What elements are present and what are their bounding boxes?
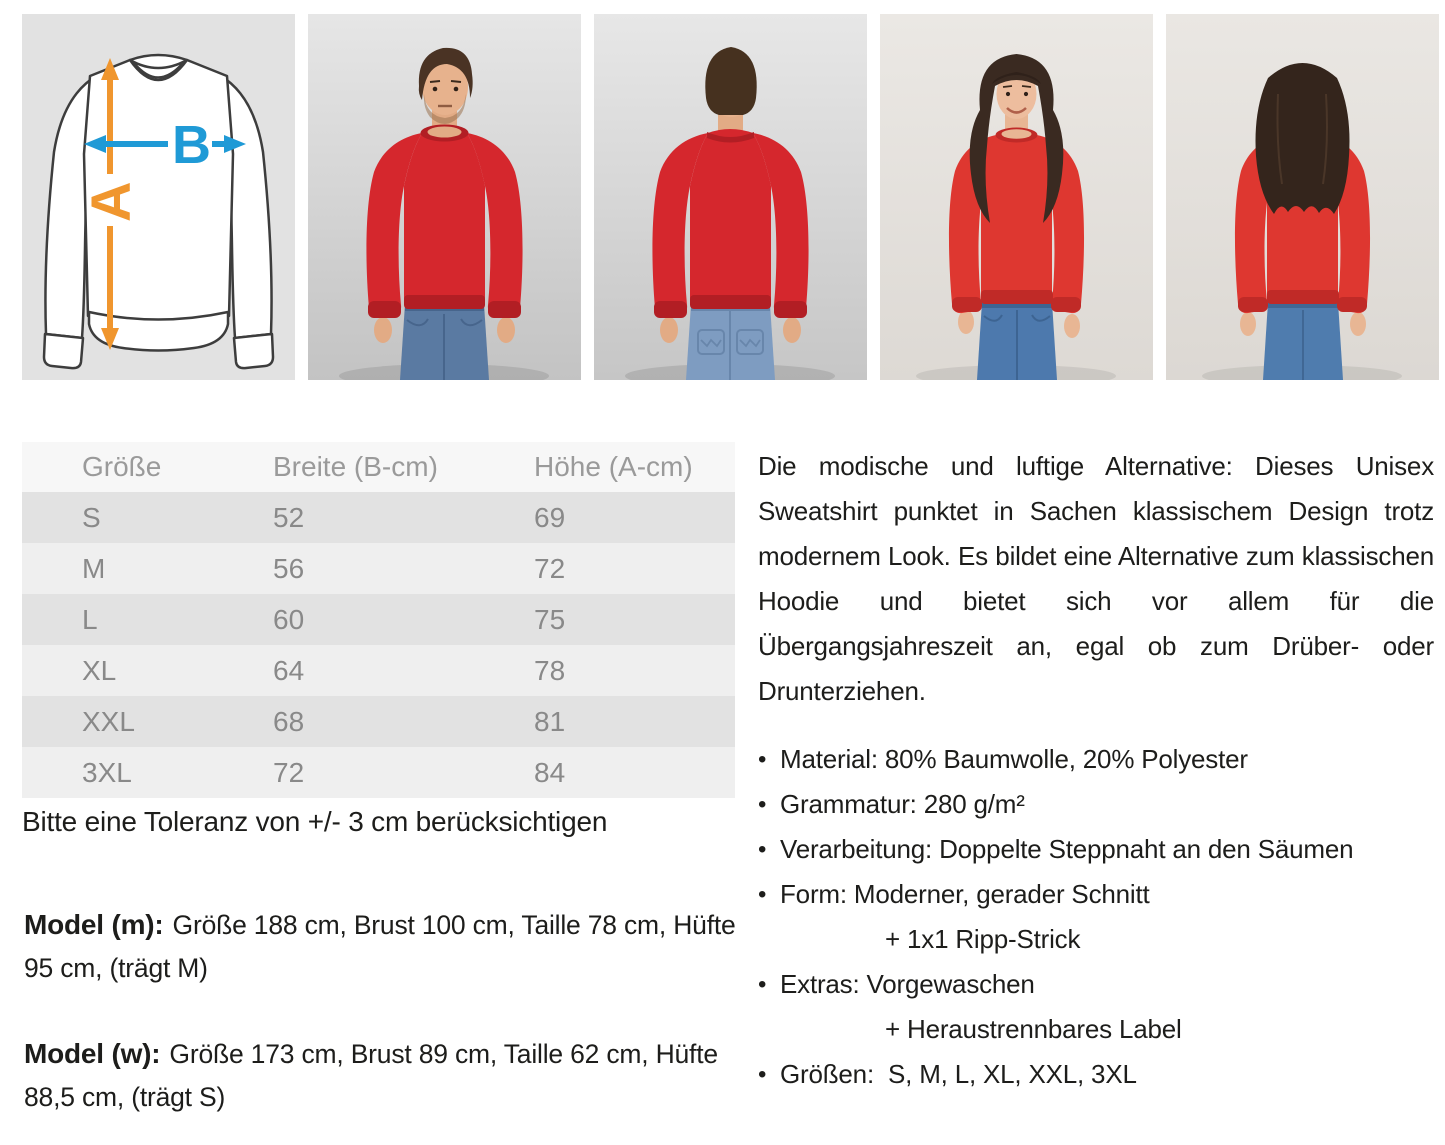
label-b: B — [172, 115, 211, 175]
size-diagram-illustration — [22, 14, 295, 380]
size-diagram-image[interactable] — [22, 14, 295, 380]
feature-list — [756, 737, 1440, 1097]
man-back-illustration — [594, 14, 867, 380]
man-front-illustration — [308, 14, 581, 380]
woman-front-illustration — [880, 14, 1153, 380]
sweatshirt — [652, 129, 808, 318]
jeans — [977, 302, 1057, 380]
sweatshirt — [366, 125, 522, 319]
jeans — [1263, 302, 1343, 380]
model-male-info — [24, 903, 736, 990]
table-row-l: L 60 75 — [22, 594, 735, 645]
hair-back — [1256, 63, 1350, 214]
table-row-xl: XL 64 78 — [22, 645, 735, 696]
tolerance-note: Bitte eine Toleranz von +/- 3 cm berücksichtigen — [22, 806, 608, 837]
model-female-info — [24, 1032, 736, 1119]
table-row-xxl: XXL 68 81 — [22, 696, 735, 747]
feature-verarbeitung: • Verarbeitung: Doppelte Steppnaht an den Säumen — [756, 827, 1440, 872]
photo-woman-front[interactable] — [880, 14, 1153, 380]
model-male-text: Größe 188 cm, Brust 100 cm, Taille 78 cm, Hüfte 95 cm, (trägt M) — [24, 910, 736, 983]
model-male-label: Model (m): — [24, 909, 164, 940]
feature-grammatur: • Grammatur: 280 g/m² — [756, 782, 1440, 827]
table-row-3xl: 3XL 72 84 — [22, 747, 735, 798]
photo-man-back[interactable] — [594, 14, 867, 380]
feature-extras-sub: + Heraustrennbares Label — [885, 1014, 1182, 1044]
jeans — [686, 304, 775, 380]
jeans — [400, 304, 489, 380]
label-a: A — [79, 181, 142, 222]
photo-woman-back[interactable] — [1166, 14, 1439, 380]
col-header-breite: Breite (B-cm) — [272, 442, 533, 492]
feature-extras: • Extras: Vorgewaschen + Heraustrennbares Label — [756, 962, 1440, 1052]
woman-back-illustration — [1166, 14, 1439, 380]
feature-form: • Form: Moderner, gerader Schnitt + 1x1 Ripp-Strick — [756, 872, 1440, 962]
size-table-header-row — [22, 442, 735, 492]
model-female-text: Größe 173 cm, Brust 89 cm, Taille 62 cm, Hüfte 88,5 cm, (trägt S) — [24, 1039, 718, 1112]
size-table — [22, 442, 735, 798]
col-header-groesse: Größe — [22, 442, 272, 492]
product-gallery — [22, 14, 1439, 380]
sweatshirt — [949, 128, 1084, 314]
feature-form-sub: + 1x1 Ripp-Strick — [885, 924, 1081, 954]
col-header-hoehe: Höhe (A-cm) — [533, 442, 735, 492]
product-description: Die modische und luftige Alternative: Dieses Unisex Sweatshirt punktet in Sachen klassischem Design trotz modernem Look. Es bildet eine Alternative zum klassischen Hoodie und bietet sich vor allem für die Übergangsjahreszeit an, egal ob zum Drüber- oder Drunterziehen. — [758, 451, 1434, 706]
feature-groessen: • Größen: S, M, L, XL, XXL, 3XL — [756, 1052, 1440, 1097]
table-row-s: S 52 69 — [22, 492, 735, 543]
photo-man-front[interactable] — [308, 14, 581, 380]
model-female-label: Model (w): — [24, 1038, 161, 1069]
table-row-m: M 56 72 — [22, 543, 735, 594]
feature-material: • Material: 80% Baumwolle, 20% Polyester — [756, 737, 1440, 782]
